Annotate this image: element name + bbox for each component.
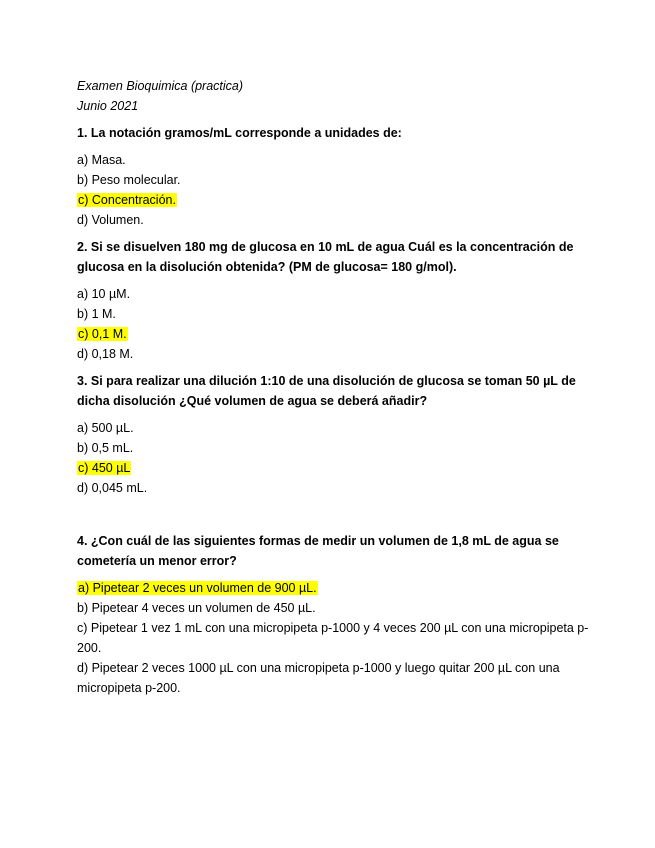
question-3-title: 3. Si para realizar una dilución 1:10 de una disolución de glucosa se toman 50 µL de dicha disolución ¿Qué volumen de agua se deberá añadir?: [77, 374, 576, 408]
question-1: [77, 123, 597, 230]
question-2-option-b: b) 1 M.: [77, 307, 116, 321]
answer-highlight: c) 0,1 M.: [78, 327, 127, 341]
question-2-option-c: [77, 324, 597, 344]
question-4: [77, 531, 597, 698]
exam-date: Junio 2021: [77, 99, 139, 113]
question-4-option-c: c) Pipetear 1 vez 1 mL con una micropipeta p-1000 y 4 veces 200 µL con una micropipeta p-200.: [77, 621, 589, 655]
exam-page: [77, 76, 597, 698]
question-1-option-a: a) Masa.: [77, 153, 126, 167]
answer-highlight: c) Concentración.: [78, 193, 176, 207]
spacer: [77, 498, 597, 524]
question-2-title: 2. Si se disuelven 180 mg de glucosa en 10 mL de agua Cuál es la concentración de glucosa en la disolución obtenida? (PM de glucosa= 180 g/mol).: [77, 240, 574, 274]
question-1-option-b: b) Peso molecular.: [77, 173, 181, 187]
question-4-option-a: [77, 578, 597, 598]
answer-highlight: c) 450 µL: [78, 461, 131, 475]
answer-highlight: a) Pipetear 2 veces un volumen de 900 µL.: [78, 581, 317, 595]
question-4-option-d: d) Pipetear 2 veces 1000 µL con una micropipeta p-1000 y luego quitar 200 µL con una micropipeta p-200.: [77, 661, 560, 695]
exam-title: Examen Bioquimica (practica): [77, 79, 244, 93]
question-3: [77, 371, 597, 498]
question-4-option-b: b) Pipetear 4 veces un volumen de 450 µL.: [77, 601, 316, 615]
question-3-option-a: a) 500 µL.: [77, 421, 134, 435]
question-3-option-b: b) 0,5 mL.: [77, 441, 134, 455]
question-3-option-d: d) 0,045 mL.: [77, 481, 148, 495]
question-2-option-a: a) 10 µM.: [77, 287, 131, 301]
question-1-option-d: d) Volumen.: [77, 213, 144, 227]
question-3-option-c: [77, 458, 597, 478]
question-2-option-d: d) 0,18 M.: [77, 347, 134, 361]
question-4-title: 4. ¿Con cuál de las siguientes formas de medir un volumen de 1,8 mL de agua se cometería un menor error?: [77, 534, 559, 568]
question-1-option-c: [77, 190, 597, 210]
question-2: [77, 237, 597, 364]
question-1-title: 1. La notación gramos/mL corresponde a unidades de:: [77, 126, 402, 140]
